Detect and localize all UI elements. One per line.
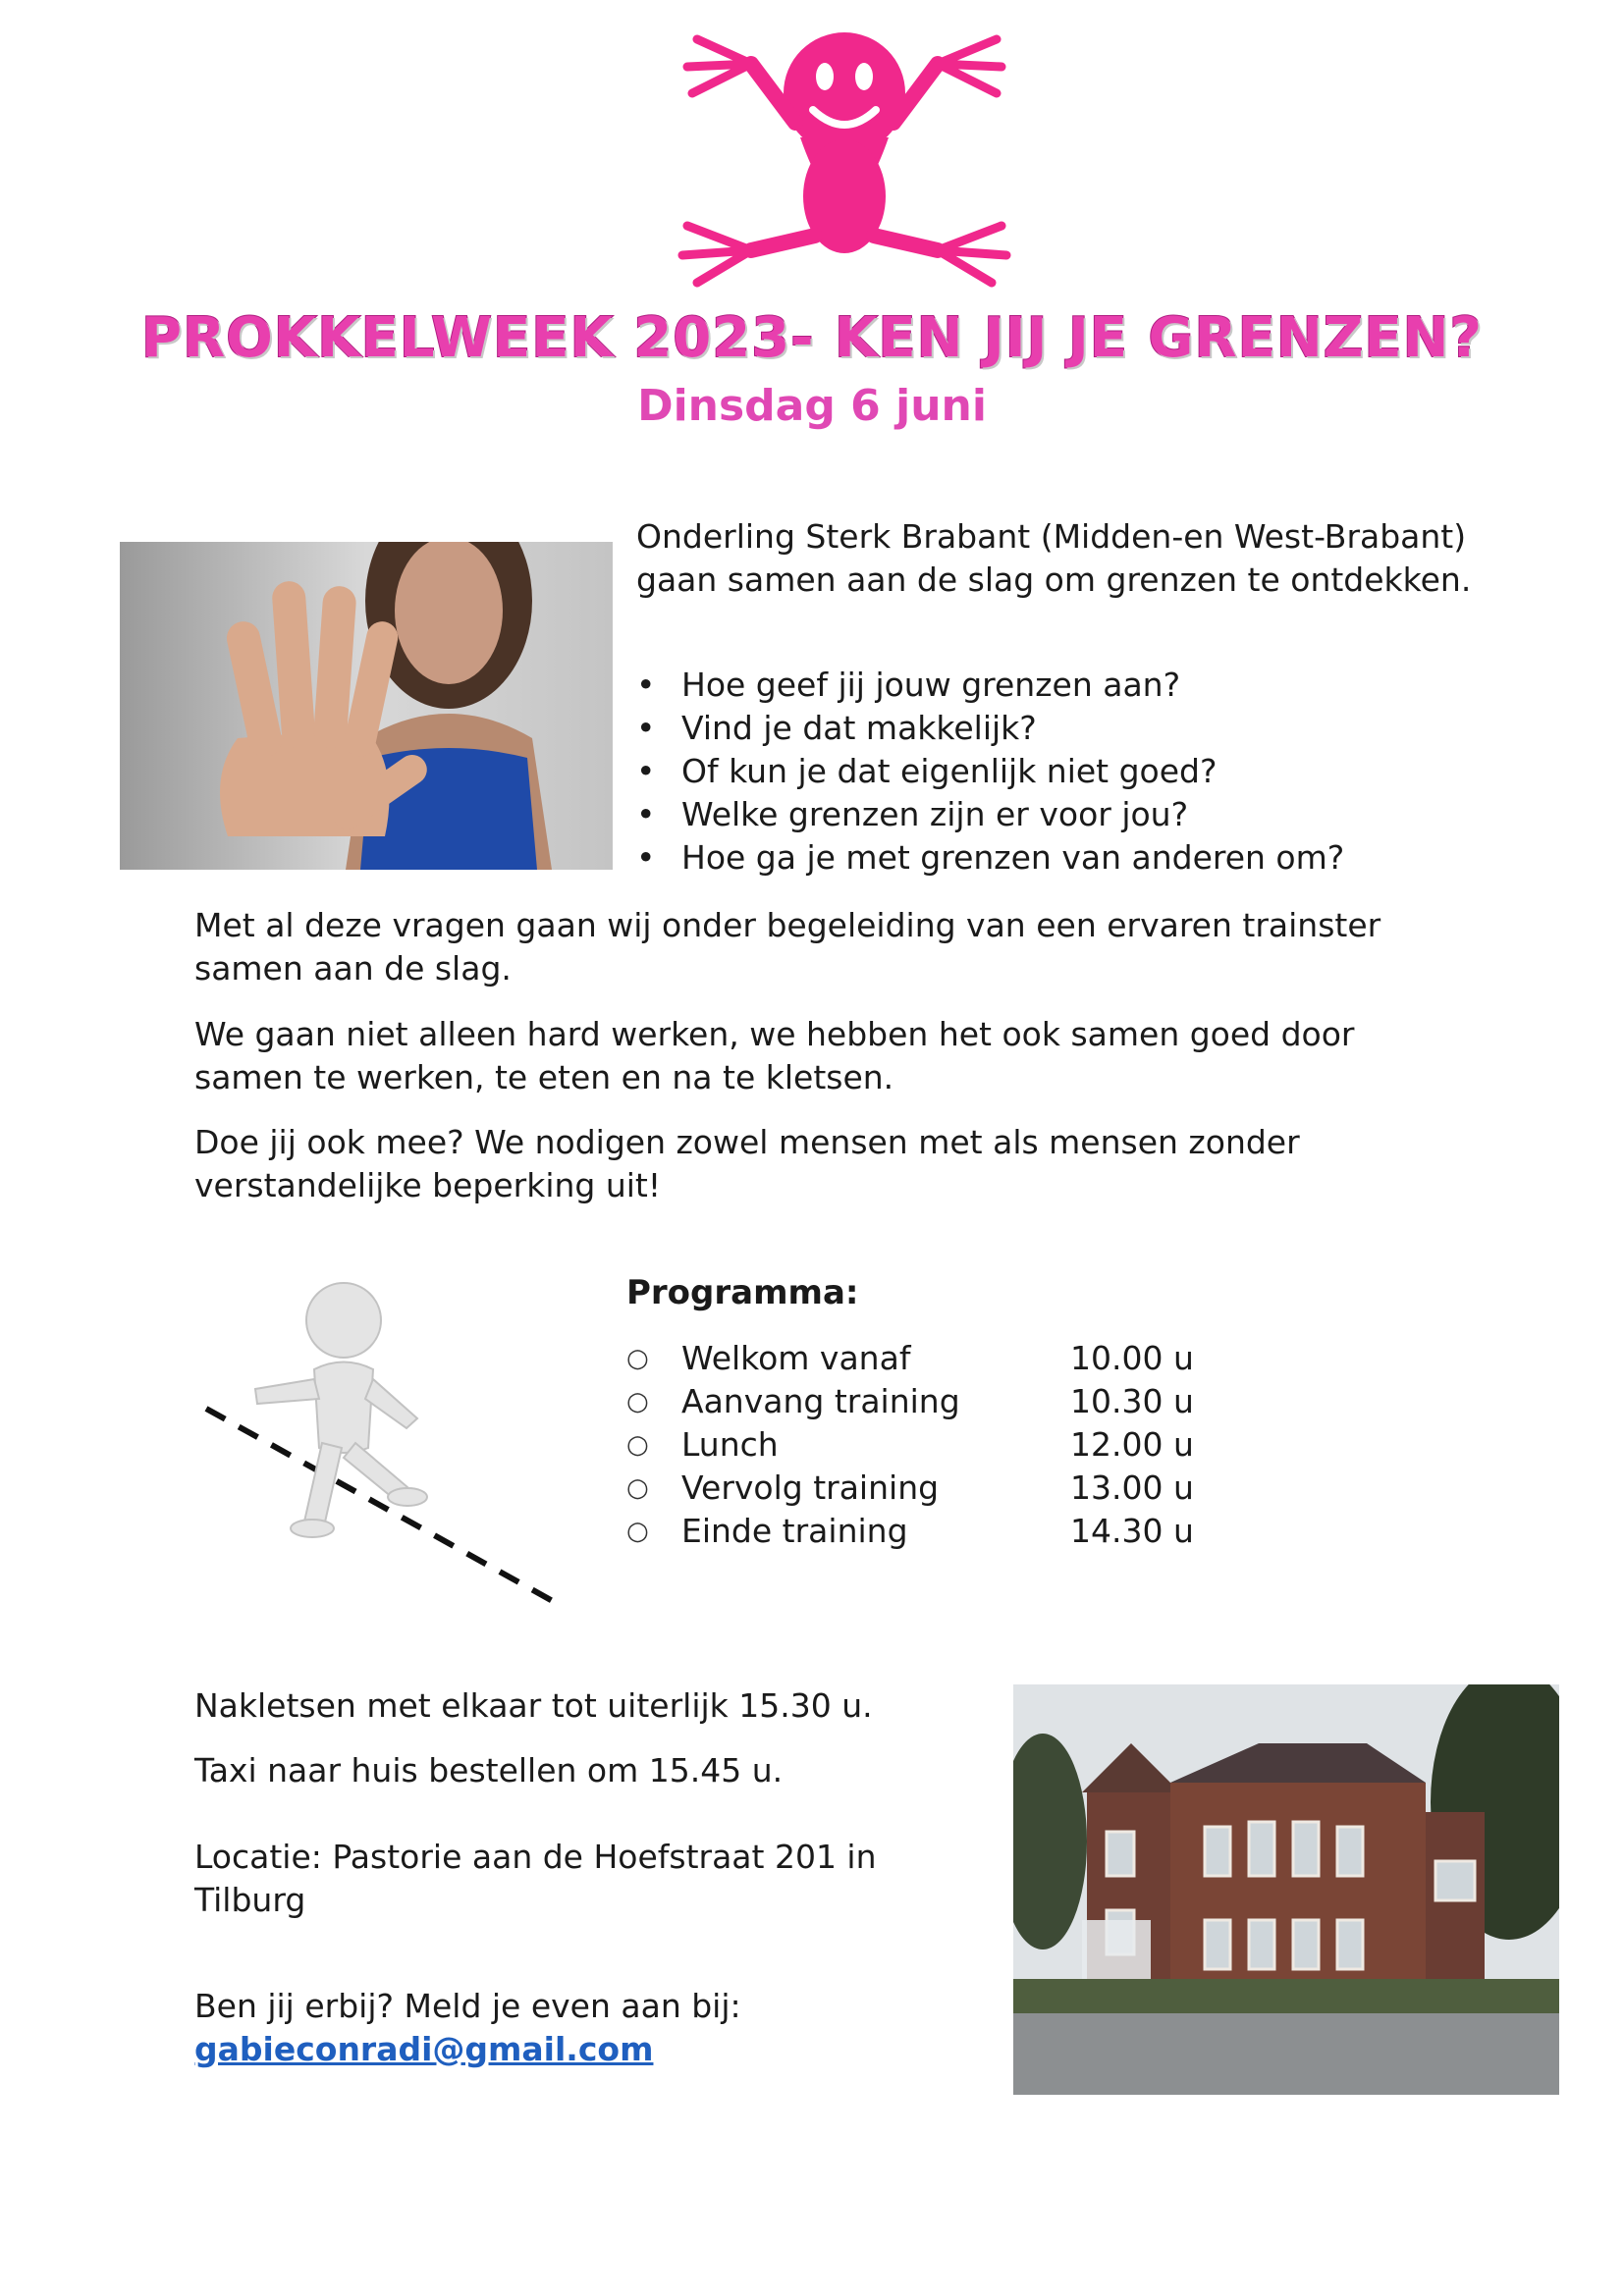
circle-bullet-icon: ○ (626, 1517, 649, 1546)
bullet-icon: • (636, 666, 656, 704)
nakletsen-text: Nakletsen met elkaar tot uiterlijk 15.30 u. (194, 1686, 873, 1725)
program-item-time: 14.30 u (1070, 1512, 1194, 1550)
email-link[interactable]: gabieconradi@gmail.com (194, 2030, 654, 2068)
list-item (636, 750, 1520, 793)
program-item-time: 12.00 u (1070, 1425, 1194, 1464)
bullet-icon: • (636, 709, 656, 747)
list-item (636, 664, 1520, 707)
circle-bullet-icon: ○ (626, 1387, 649, 1416)
circle-bullet-icon: ○ (626, 1473, 649, 1503)
taxi-text: Taxi naar huis bestellen om 15.45 u. (194, 1751, 784, 1789)
question-text: Hoe geef jij jouw grenzen aan? (681, 666, 1181, 704)
list-item (636, 836, 1520, 880)
intro-text: Onderling Sterk Brabant (Midden-en West-Brabant) gaan samen aan de slag om grenzen te ontdekken. (636, 517, 1472, 599)
question-text: Vind je dat makkelijk? (681, 709, 1037, 747)
program-item-label: Vervolg training (681, 1468, 940, 1507)
list-item (626, 1380, 1314, 1423)
bullet-icon: • (636, 838, 656, 877)
question-text: Welke grenzen zijn er voor jou? (681, 795, 1189, 833)
bullet-icon: • (636, 795, 656, 833)
circle-bullet-icon: ○ (626, 1430, 649, 1460)
paragraph-questions: Met al deze vragen gaan wij onder begeleiding van een ervaren trainster samen aan de slag. (194, 906, 1381, 988)
paragraph-invitation: Doe jij ook mee? We nodigen zowel mensen met als mensen zonder verstandelijke beperking uit! (194, 1123, 1300, 1204)
prokkel-frog-logo (658, 20, 1031, 294)
list-item (626, 1467, 1314, 1510)
program-item-label: Lunch (681, 1425, 779, 1464)
location-text: Locatie: Pastorie aan de Hoefstraat 201 in Tilburg (194, 1838, 877, 1919)
paragraph-work: We gaan niet alleen hard werken, we hebben het ook samen goed door samen te werken, te eten en na te kletsen. (194, 1015, 1355, 1096)
page-title: PROKKELWEEK 2023- KEN JIJ JE GRENZEN? (141, 306, 1483, 370)
bullet-icon: • (636, 752, 656, 790)
list-item (626, 1510, 1314, 1553)
list-item (626, 1423, 1314, 1467)
list-item (636, 707, 1520, 750)
question-list (636, 664, 1520, 880)
boundary-walker-illustration (196, 1261, 605, 1612)
program-heading: Programma: (626, 1273, 859, 1312)
question-text: Of kun je dat eigenlijk niet goed? (681, 752, 1218, 790)
circle-bullet-icon: ○ (626, 1344, 649, 1373)
program-item-label: Aanvang training (681, 1382, 960, 1420)
program-item-time: 10.00 u (1070, 1339, 1194, 1377)
program-item-time: 13.00 u (1070, 1468, 1194, 1507)
pastorie-building-photo (1013, 1684, 1559, 2095)
list-item (626, 1337, 1314, 1380)
list-item (636, 793, 1520, 836)
program-item-label: Einde training (681, 1512, 908, 1550)
event-date: Dinsdag 6 juni (637, 381, 987, 431)
program-list (626, 1337, 1314, 1553)
question-text: Hoe ga je met grenzen van anderen om? (681, 838, 1345, 877)
signup-text: Ben jij erbij? Meld je even aan bij: (194, 1987, 741, 2025)
program-item-label: Welkom vanaf (681, 1339, 911, 1377)
stop-hand-photo (120, 542, 613, 870)
program-item-time: 10.30 u (1070, 1382, 1194, 1420)
